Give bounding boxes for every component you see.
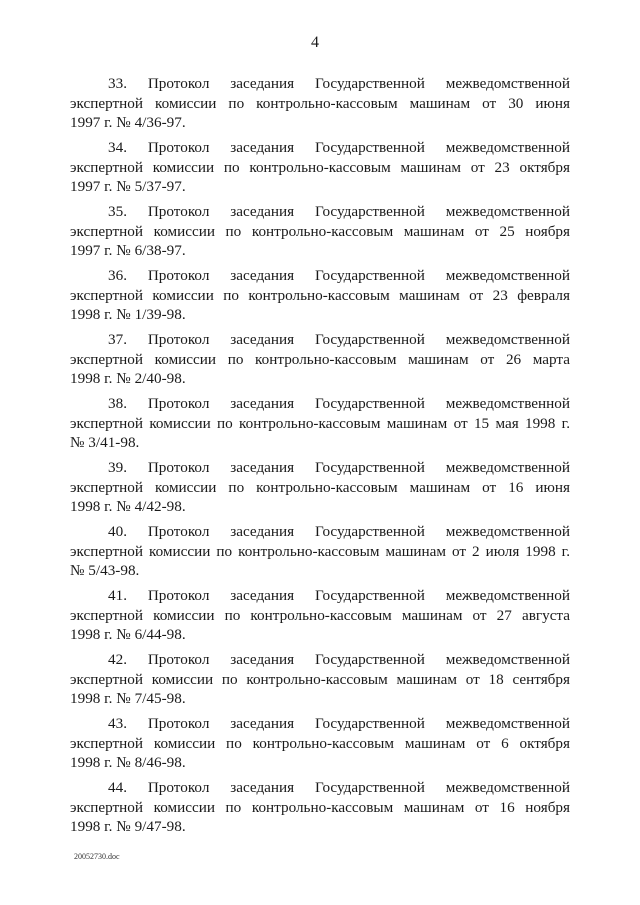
item-line: 39. Протокол заседания Государственной межведомственной — [108, 459, 570, 476]
item-line: экспертной комиссии по контрольно-кассовым машинам от 26 марта — [70, 350, 570, 368]
item-line: 1998 г. № 9/47-98. — [70, 818, 186, 835]
item-line: экспертной комиссии по контрольно-кассовым машинам от 23 февраля — [70, 286, 570, 304]
item-line: экспертной комиссии по контрольно-кассовым машинам от 23 октября — [70, 158, 570, 176]
item-line: экспертной комиссии по контрольно-кассовым машинам от 16 июня — [70, 478, 570, 496]
item-line: 36. Протокол заседания Государственной межведомственной — [108, 267, 570, 284]
list-item — [70, 266, 570, 325]
page-number: 4 — [311, 34, 319, 51]
item-line: 1997 г. № 4/36-97. — [70, 114, 186, 131]
item-line: 44. Протокол заседания Государственной межведомственной — [108, 779, 570, 796]
list-item — [70, 778, 570, 837]
list-item — [70, 714, 570, 773]
item-line: 1998 г. № 4/42-98. — [70, 498, 186, 515]
item-line: 42. Протокол заседания Государственной межведомственной — [108, 651, 570, 668]
item-line: 1997 г. № 5/37-97. — [70, 178, 186, 195]
list-item — [70, 586, 570, 645]
list-item — [70, 138, 570, 197]
item-line: экспертной комиссии по контрольно-кассовым машинам от 25 ноября — [70, 222, 570, 240]
list-item — [70, 202, 570, 261]
list-item — [70, 394, 570, 453]
item-line: 33. Протокол заседания Государственной межведомственной — [108, 75, 570, 92]
list-item — [70, 330, 570, 389]
list-item — [70, 458, 570, 517]
item-line: 35. Протокол заседания Государственной межведомственной — [108, 203, 570, 220]
file-name-footer: 20052730.doc — [74, 852, 120, 861]
protocol-list — [70, 74, 570, 842]
item-line: экспертной комиссии по контрольно-кассовым машинам от 15 мая 1998 г. — [70, 414, 570, 432]
item-line: 37. Протокол заседания Государственной межведомственной — [108, 331, 570, 348]
item-line: 34. Протокол заседания Государственной межведомственной — [108, 139, 570, 156]
item-line: 1998 г. № 1/39-98. — [70, 306, 186, 323]
item-line: экспертной комиссии по контрольно-кассовым машинам от 6 октября — [70, 734, 570, 752]
item-line: 1998 г. № 7/45-98. — [70, 690, 186, 707]
item-line: 41. Протокол заседания Государственной межведомственной — [108, 587, 570, 604]
item-line: 1997 г. № 6/38-97. — [70, 242, 186, 259]
list-item — [70, 74, 570, 133]
item-line: 1998 г. № 6/44-98. — [70, 626, 186, 643]
item-line: 38. Протокол заседания Государственной межведомственной — [108, 395, 570, 412]
item-line: № 3/41-98. — [70, 434, 140, 451]
item-line: 43. Протокол заседания Государственной межведомственной — [108, 715, 570, 732]
list-item — [70, 650, 570, 709]
item-line: экспертной комиссии по контрольно-кассовым машинам от 18 сентября — [70, 670, 570, 688]
item-line: экспертной комиссии по контрольно-кассовым машинам от 27 августа — [70, 606, 570, 624]
item-line: экспертной комиссии по контрольно-кассовым машинам от 16 ноября — [70, 798, 570, 816]
item-line: 1998 г. № 2/40-98. — [70, 370, 186, 387]
item-line: экспертной комиссии по контрольно-кассовым машинам от 2 июля 1998 г. — [70, 542, 570, 560]
item-line: 1998 г. № 8/46-98. — [70, 754, 186, 771]
list-item — [70, 522, 570, 581]
item-line: 40. Протокол заседания Государственной межведомственной — [108, 523, 570, 540]
item-line: экспертной комиссии по контрольно-кассовым машинам от 30 июня — [70, 94, 570, 112]
item-line: № 5/43-98. — [70, 562, 140, 579]
